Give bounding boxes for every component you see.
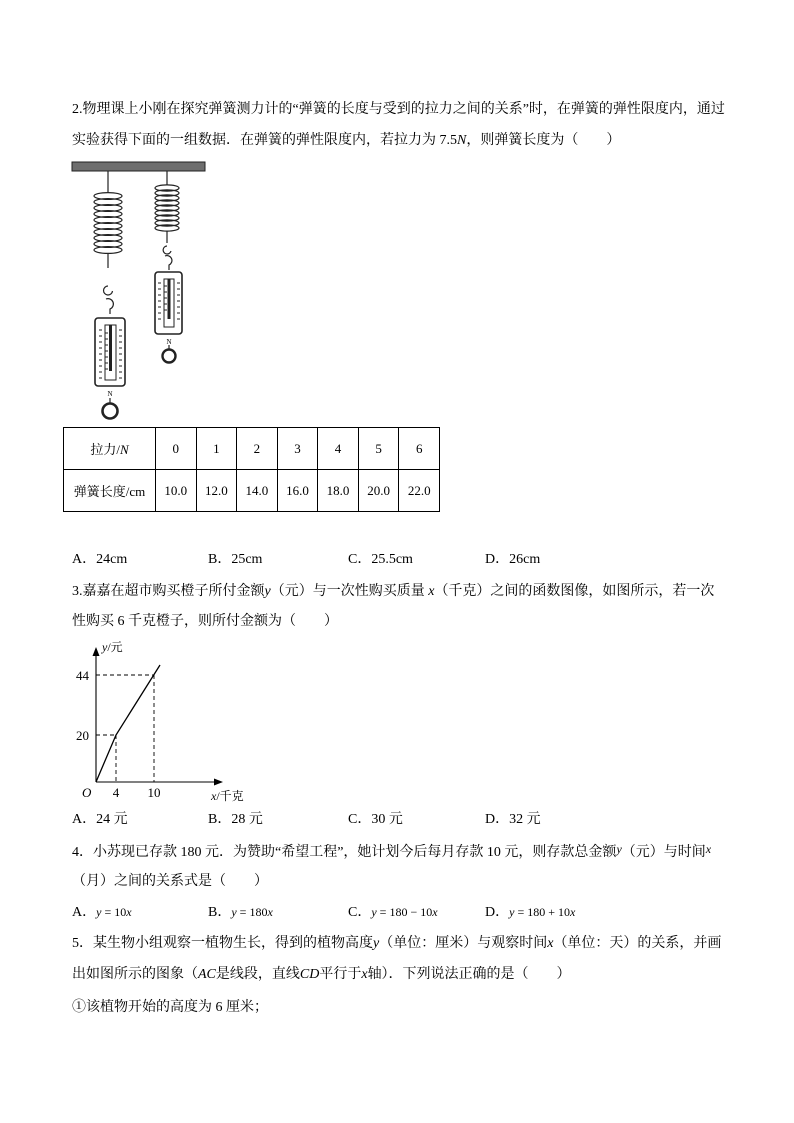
table-cell: 14.0 xyxy=(237,470,278,512)
spring-scale-figure xyxy=(60,155,220,425)
formula-op: = 180 − 10 xyxy=(376,905,433,919)
q3-function-graph xyxy=(70,638,255,803)
table-cell: 2 xyxy=(237,428,278,470)
y-axis-arrow xyxy=(93,647,100,656)
table-cell: 6 xyxy=(399,428,440,470)
q4-options xyxy=(0,903,794,921)
ceiling-bar xyxy=(72,162,205,171)
var-x: x xyxy=(547,936,554,951)
table-cell: 4 xyxy=(318,428,359,470)
var-y: y xyxy=(264,584,271,599)
q3-text: 3.嘉嘉在超市购买橙子所付金额 xyxy=(72,584,265,599)
q5-text: （单位：天）的关系，并画 xyxy=(553,936,722,951)
q5-text: ①该植物开始的高度为 6 厘米； xyxy=(72,1000,268,1015)
q5-stem-line1 xyxy=(72,935,721,953)
q2-text: 实验获得下面的一组数据．在弹簧的弹性限度内，若拉力为 7.5 xyxy=(72,133,457,148)
line-cd: CD xyxy=(299,967,320,982)
table-row xyxy=(64,470,440,512)
option-d: D．26cm xyxy=(485,552,541,567)
formula-var: x xyxy=(267,905,273,919)
var-y: y xyxy=(616,842,622,856)
q3-stem-line1 xyxy=(72,583,714,601)
formula-var: y xyxy=(509,905,515,919)
q3-text: （元）与一次性购买质量 xyxy=(270,584,429,599)
x-axis-arrow xyxy=(214,779,223,786)
q5-text: 是线段，直线 xyxy=(215,967,300,982)
option-a: A．24 元 xyxy=(72,812,128,827)
var-x: x xyxy=(428,584,435,599)
table-cell: 1 xyxy=(196,428,237,470)
var-x: x xyxy=(705,842,712,856)
table-cell: 0 xyxy=(156,428,197,470)
table-cell: 16.0 xyxy=(277,470,318,512)
table-cell: 20.0 xyxy=(358,470,399,512)
formula-var: x xyxy=(432,905,438,919)
var-x: x xyxy=(361,967,368,982)
option-d: D．32 元 xyxy=(485,812,541,827)
q5-text: 5．某生物小组观察一植物生长，得到的植物高度 xyxy=(72,936,373,951)
option-formula xyxy=(509,905,575,919)
left-spring-scale xyxy=(95,318,125,419)
option-b: B．25cm xyxy=(208,552,263,567)
option-a xyxy=(72,903,132,922)
table-cell: 3 xyxy=(277,428,318,470)
option-formula xyxy=(96,905,131,919)
q4-text: （元）与时间 xyxy=(621,845,706,860)
option-formula xyxy=(371,905,437,919)
option-label: A． xyxy=(72,905,97,920)
formula-var: y xyxy=(96,905,102,919)
q4-text: 4．小苏现已存款 180 元．为赞助“希望工程”，她计划今后每月存款 10 元，则存款总金额 xyxy=(72,845,617,860)
table-cell: 18.0 xyxy=(318,470,359,512)
option-a: A．24cm xyxy=(72,552,128,567)
table-cell: 5 xyxy=(358,428,399,470)
option-b: B．28 元 xyxy=(208,812,263,827)
force-unit: N xyxy=(119,442,129,457)
formula-var: y xyxy=(231,905,237,919)
q4-stem-line2 xyxy=(72,873,268,891)
right-scale-unit-label: N xyxy=(166,338,172,346)
formula-var: y xyxy=(371,905,377,919)
q2-data-table xyxy=(63,427,440,512)
table-cell: 22.0 xyxy=(399,470,440,512)
force-label: 拉力/ xyxy=(90,442,120,457)
q5-stem-line2 xyxy=(72,966,571,984)
option-c: C．25.5cm xyxy=(348,552,413,567)
x-tick-label: 4 xyxy=(112,785,120,800)
q5-text: 出如图所示的图象（ xyxy=(72,967,198,982)
formula-var: x xyxy=(126,905,132,919)
x-axis-label: x/千克 xyxy=(211,789,244,803)
y-axis-label: y/元 xyxy=(102,640,123,654)
table-cell: 10.0 xyxy=(156,470,197,512)
q3-text: 性购买 6 千克橙子，则所付金额为（ ） xyxy=(72,614,338,629)
origin-label: O xyxy=(82,785,92,800)
option-b xyxy=(208,903,273,922)
q3-stem-line2 xyxy=(72,613,338,631)
formula-op: = 180 xyxy=(236,905,268,919)
option-c: C．30 元 xyxy=(348,812,403,827)
q5-text: （单位：厘米）与观察时间 xyxy=(379,936,548,951)
q2-text: 2.物理课上小刚在探究弹簧测力计的“弹簧的长度与受到的拉力之间的关系”时，在弹簧的弹性限度内，通过 xyxy=(72,102,725,117)
left-spring xyxy=(94,171,122,314)
q2-stem-line1 xyxy=(72,101,725,119)
formula-op: = 180 + 10 xyxy=(514,905,570,919)
table-row xyxy=(64,428,440,470)
var-y: y xyxy=(373,936,380,951)
q2-unit-newton: N xyxy=(457,133,467,148)
q3-text: （千克）之间的函数图像，如图所示，若一次 xyxy=(434,584,715,599)
formula-op: = 10 xyxy=(101,905,127,919)
q4-text: （月）之间的关系式是（ ） xyxy=(72,874,268,889)
right-spring-scale xyxy=(155,272,182,363)
q5-text: 平行于 xyxy=(319,967,362,982)
q2-stem-line2 xyxy=(72,132,620,150)
y-tick-label: 44 xyxy=(76,668,89,683)
y-tick-label: 20 xyxy=(76,728,89,743)
q2-text: ，则弹簧长度为（ ） xyxy=(466,133,621,148)
option-formula xyxy=(231,905,272,919)
option-label: B． xyxy=(208,905,232,920)
option-d xyxy=(485,903,575,922)
x-tick-label: 10 xyxy=(147,785,161,800)
q3-options xyxy=(0,811,794,829)
option-c xyxy=(348,903,438,922)
table-header-cell xyxy=(64,428,156,470)
q2-options xyxy=(0,551,794,569)
left-scale-unit-label: N xyxy=(107,390,113,398)
function-line xyxy=(96,665,160,782)
q4-stem-line1 xyxy=(72,843,711,862)
option-label: C． xyxy=(348,905,372,920)
segment-ac: AC xyxy=(198,967,216,982)
q5-statement-1 xyxy=(72,999,268,1017)
formula-var: x xyxy=(570,905,576,919)
q5-text: 轴）．下列说法正确的是（ ） xyxy=(367,967,571,982)
table-cell: 12.0 xyxy=(196,470,237,512)
table-header-cell: 弹簧长度/cm xyxy=(64,470,156,512)
option-label: D． xyxy=(485,905,510,920)
right-spring xyxy=(155,171,179,270)
